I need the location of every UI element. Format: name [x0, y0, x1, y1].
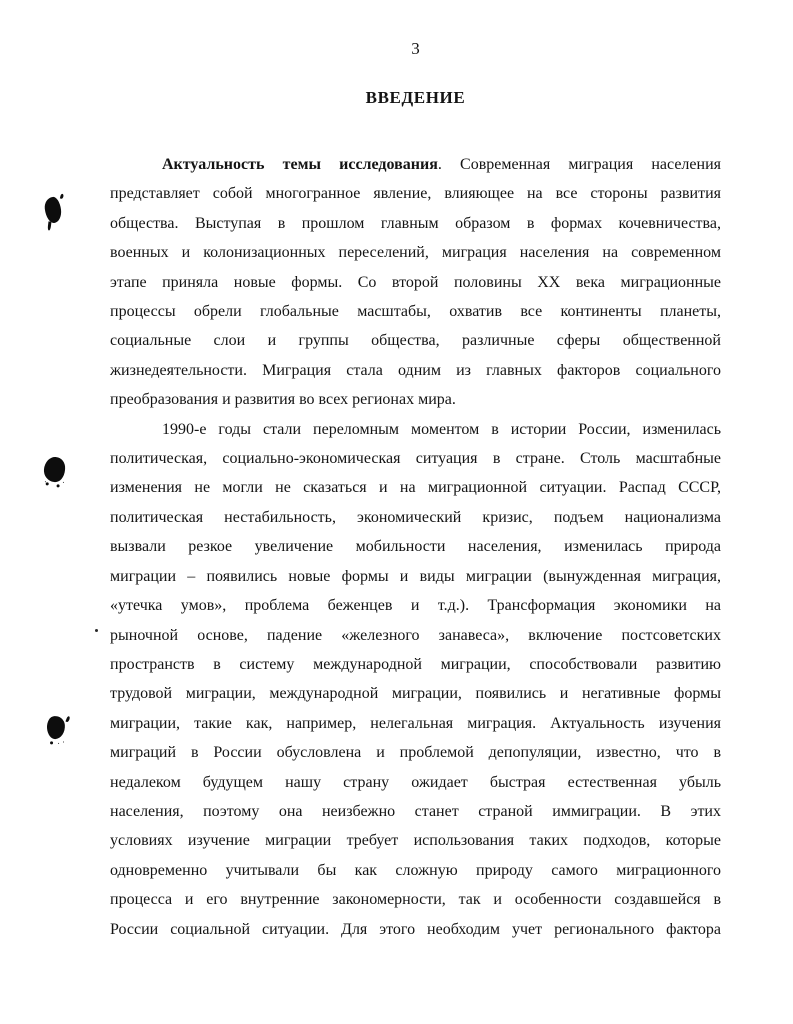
text-run: рыночной основе, падение «железного занавеса», включение постсоветских [110, 626, 721, 644]
text-line [110, 150, 721, 179]
ink-speck [95, 629, 98, 632]
text-run: миграций в России обусловлена и проблемой депопуляции, известно, что в [110, 744, 721, 762]
text-run: миграции – появились новые формы и виды миграции (вынужденная миграция, [110, 567, 721, 585]
text-run: военных и колонизационных переселений, миграция населения на современном [110, 244, 721, 262]
text-run: общества. Выступая в прошлом главным образом в формах кочевничества, [110, 214, 721, 232]
text-line [110, 650, 721, 679]
text-line [110, 238, 721, 267]
ink-blot [43, 456, 66, 483]
text-line [110, 591, 721, 620]
text-run: социальные слои и группы общества, различные сферы общественной [110, 332, 721, 350]
text-run: политическая нестабильность, экономический кризис, подъем национализма [110, 508, 721, 526]
text-line [110, 444, 721, 473]
text-run: пространств в систему международной миграции, способствовали развитию [110, 655, 721, 673]
text-run: 1990-е годы стали переломным моментом в истории России, изменилась [162, 420, 721, 438]
text-run: политическая, социально-экономическая ситуация в стране. Столь масштабные [110, 450, 721, 468]
text-run: условиях изучение миграции требует использования таких подходов, которые [110, 832, 721, 850]
text-run: жизнедеятельности. Миграция стала одним из главных факторов социального [110, 361, 721, 379]
chapter-title: ВВЕДЕНИЕ [365, 88, 466, 107]
text-line [110, 826, 721, 855]
text-run: преобразования и развития во всех регионах мира. [110, 391, 456, 409]
text-line [110, 297, 721, 326]
text-run: недалеком будущем нашу страну ожидает быстрая естественная убыль [110, 773, 721, 791]
text-line [110, 797, 721, 826]
page-number: 3 [411, 39, 420, 58]
text-run: процессы обрели глобальные масштабы, охватив все континенты планеты, [110, 303, 721, 321]
ink-blot [46, 715, 66, 739]
text-line [110, 179, 721, 208]
text-line [110, 562, 721, 591]
text-line [110, 385, 721, 414]
text-line [110, 709, 721, 738]
text-run: этапе приняла новые формы. Со второй половины XX века миграционные [110, 273, 721, 291]
ink-blot [43, 196, 62, 224]
text-run: «утечка умов», проблема беженцев и т.д.). Трансформация экономики на [110, 597, 721, 615]
text-run: России социальной ситуации. Для этого необходим учет регионального фактора [110, 920, 721, 938]
text-line [110, 209, 721, 238]
text-line [110, 856, 721, 885]
text-run: трудовой миграции, международной миграции, появились и негативные формы [110, 685, 721, 703]
text-line [110, 621, 721, 650]
text-run: изменения не могли не сказаться и на миграционной ситуации. Распад СССР, [110, 479, 721, 497]
text-line [110, 326, 721, 355]
text-line [110, 915, 721, 944]
text-run: процесса и его внутренние закономерности, так и особенности создавшейся в [110, 891, 721, 909]
text-line [110, 768, 721, 797]
text-line [110, 679, 721, 708]
text-line [110, 503, 721, 532]
text-line [110, 415, 721, 444]
text-line [110, 738, 721, 767]
text-line [110, 356, 721, 385]
text-run: населения, поэтому она неизбежно станет страной иммиграции. В этих [110, 802, 721, 820]
text-run: одновременно учитывали бы как сложную природу самого миграционного [110, 861, 721, 879]
text-run: представляет собой многогранное явление, влияющее на все стороны развития [110, 185, 721, 203]
text-line [110, 885, 721, 914]
text-line [110, 268, 721, 297]
text-run: миграции, такие как, например, нелегальная миграция. Актуальность изучения [110, 714, 721, 732]
text-line [110, 532, 721, 561]
bold-text-run: Актуальность темы исследования [162, 156, 438, 173]
text-run: . Современная миграция населения [437, 156, 722, 173]
text-line [110, 473, 721, 502]
body-text [110, 150, 721, 944]
text-run: вызвали резкое увеличение мобильности населения, изменилась природа [110, 538, 721, 556]
